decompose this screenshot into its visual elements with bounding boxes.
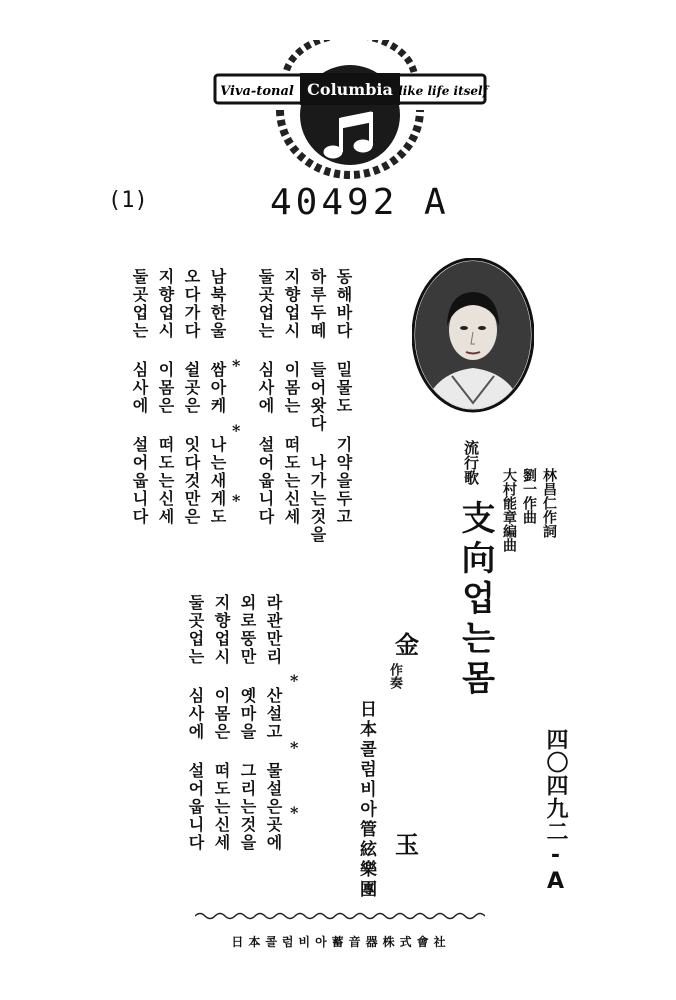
verse3-line3: 지향업시 이몸은 떠도는신세 bbox=[212, 594, 231, 852]
page-number: (1) bbox=[108, 188, 148, 213]
composer-credit: 劉一作曲 bbox=[521, 468, 537, 524]
verse3-line1: 라관만리 산설고 물설은곳에 bbox=[264, 594, 283, 852]
singer-family-name: 金 bbox=[395, 630, 419, 659]
logo-brand: Columbia bbox=[307, 80, 393, 99]
logo-right-motto: like life itself bbox=[398, 84, 488, 98]
logo-left-motto: Viva-tonal bbox=[220, 84, 294, 99]
company-name: 日本콜럼비아蓄音器株式會社 bbox=[231, 935, 451, 949]
separator-star: * bbox=[290, 671, 301, 690]
catalog-number-korean: 四〇四九二-A bbox=[543, 728, 568, 895]
verse2-line2: 오다가다 쉴곳은 잇다것만은 bbox=[182, 268, 201, 526]
singer-portrait bbox=[412, 258, 534, 413]
verse1-line4: 둘곳업는 심사에 설어웁니다 bbox=[256, 268, 275, 526]
lyricist-credit: 林昌仁作詞 bbox=[541, 468, 557, 538]
wavy-divider bbox=[195, 910, 485, 922]
verse1-line1: 동해바다 밀물도 기약을두고 bbox=[334, 268, 353, 526]
orchestra-name: 日本콜럼비아管絃樂團 bbox=[356, 700, 376, 900]
verse2-line4: 둘곳업는 심사에 설어웁니다 bbox=[130, 268, 149, 526]
song-title: 支向업는몸 bbox=[455, 500, 495, 700]
columbia-logo bbox=[205, 40, 495, 190]
verse1-line2: 하루두떼 들어왓다 나가는것을 bbox=[308, 268, 327, 544]
separator-star: * bbox=[232, 356, 243, 375]
separator-star: * bbox=[232, 491, 243, 510]
verse3-line2: 외로뚱만 옛마을 그리는것을 bbox=[238, 594, 257, 852]
verse3-line4: 둘곳업는 심사에 설어웁니다 bbox=[186, 594, 205, 852]
verse2-line1: 남북한울 쌈아케 나는새게도 bbox=[208, 268, 227, 526]
catalog-number: 40492 A bbox=[270, 182, 450, 223]
performance-label: 作奏 bbox=[387, 663, 402, 689]
singer-given-name: 玉 bbox=[395, 830, 419, 859]
arranger-credit: 大村能章編曲 bbox=[501, 468, 517, 552]
separator-star: * bbox=[232, 421, 243, 440]
separator-star: * bbox=[290, 803, 301, 822]
genre-label: 流行歌 bbox=[462, 440, 480, 485]
verse1-line3: 지향업시 이몸는 떠도는신세 bbox=[282, 268, 301, 526]
separator-star: * bbox=[290, 738, 301, 757]
verse2-line3: 지향업시 이몸은 떠도는신세 bbox=[156, 268, 175, 526]
